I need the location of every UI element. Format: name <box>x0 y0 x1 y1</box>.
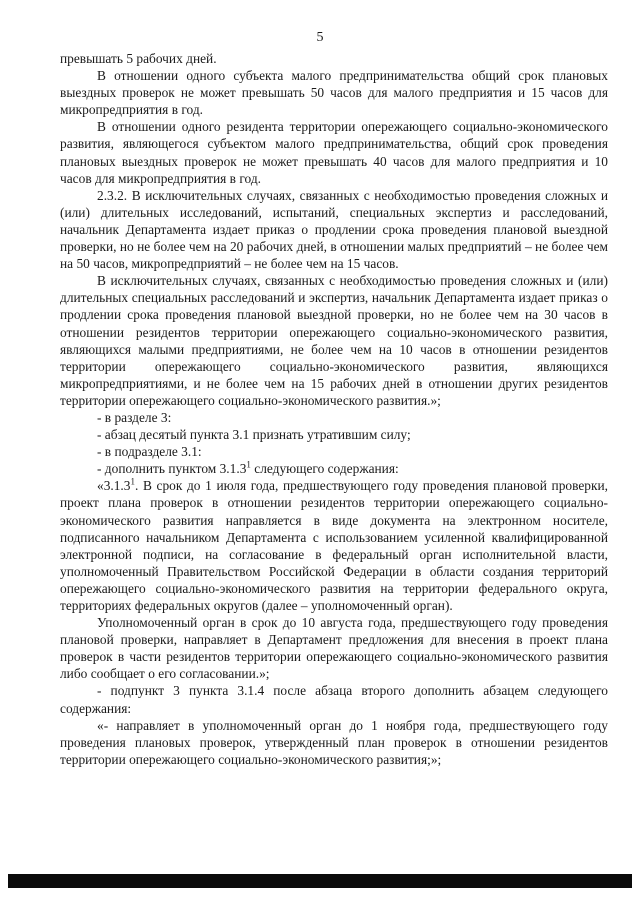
list-item: - абзац десятый пункта 3.1 признать утратившим силу; <box>97 427 411 443</box>
paragraph: «- направляет в уполномоченный орган до 1 ноября года, предшествующего году проведения плановых проверок, утвержденный план проверок в отношении резидентов территории опережающего социально-экономического развития;»; <box>60 717 608 767</box>
text-run: . В срок до 1 июля года, предшествующего году проведения плановой проверки, проект плана проверок в отношении резидентов территории опережающего социально-экономического развития направляется в виде документа на электронном носителе, подписанного начальником Департамента с использованием усиленной квалифицированной электронной подписи, на согласование в федеральный орган исполнительной власти, уполномоченный Правительством Российской Федерации в области создания территорий опережающего социально-экономического развития на территории федерального округа, территориях федеральных округов (далее – уполномоченный орган). <box>60 478 608 613</box>
paragraph: - подпункт 3 пункта 3.1.4 после абзаца второго дополнить абзацем следующего содержания: <box>60 683 608 716</box>
paragraph: Уполномоченный орган в срок до 10 августа года, предшествующего году проведения плановой проверки, направляет в Департамент предложения для внесения в проект плана проверок в части резидентов территории опережающего социально-экономического развития либо сообщает о его согласовании.»; <box>60 615 608 682</box>
paragraph-3-1-3-1 <box>60 477 608 614</box>
list-item: - в разделе 3: <box>97 409 172 425</box>
list-item: - в подразделе 3.1: <box>97 444 202 460</box>
paragraph-2-3-2: 2.3.2. В исключительных случаях, связанных с необходимостью проведения сложных и (или) длительных исследований, испытаний, специальных экспертиз и расследований, начальник Департамента издает приказ о продлении срока проведения плановой выездной проверки, но не более чем на 20 рабочих дней, в отношении малых предприятий – не более чем на 50 часов, микропредприятий – не более чем на 15 часов. <box>60 187 608 272</box>
scan-edge-bar <box>8 874 632 888</box>
list-item <box>60 460 608 477</box>
page-number: 5 <box>316 30 324 45</box>
text-run: - дополнить пунктом 3.1.3 <box>97 461 247 477</box>
text-run: «3.1.3 <box>97 478 131 494</box>
document-body <box>60 50 608 768</box>
superscript: 1 <box>130 476 135 487</box>
paragraph: В отношении одного резидента территории опережающего социально-экономического развития, являющегося субъектом малого предпринимательства, общий срок проведения плановых выездных проверок не может превышать 40 часов для малого предприятия и 10 часов для микропредприятия в год. <box>60 119 608 186</box>
paragraph: В исключительных случаях, связанных с необходимостью проведения сложных и (или) длительных специальных расследований и экспертиз, начальник Департамента издает приказ о продлении срока проведения плановой выездной проверки, но не более чем на 30 часов в отношении резидентов территории опережающего социально-экономического развития, являющихся малыми предприятиями, не более чем на 10 часов в отношении резидентов территории опережающего социально-экономического развития, являющихся микропредприятиями, и не более чем на 15 рабочих дней в отношении других резидентов территории опережающего социально-экономического развития.»; <box>60 273 608 408</box>
paragraph: В отношении одного субъекта малого предпринимательства общий срок плановых выездных проверок не может превышать 50 часов для малого предприятия и 15 часов для микропредприятия в год. <box>60 68 608 118</box>
superscript: 1 <box>246 459 251 470</box>
text-run: следующего содержания: <box>250 461 399 477</box>
paragraph: превышать 5 рабочих дней. <box>60 51 217 66</box>
